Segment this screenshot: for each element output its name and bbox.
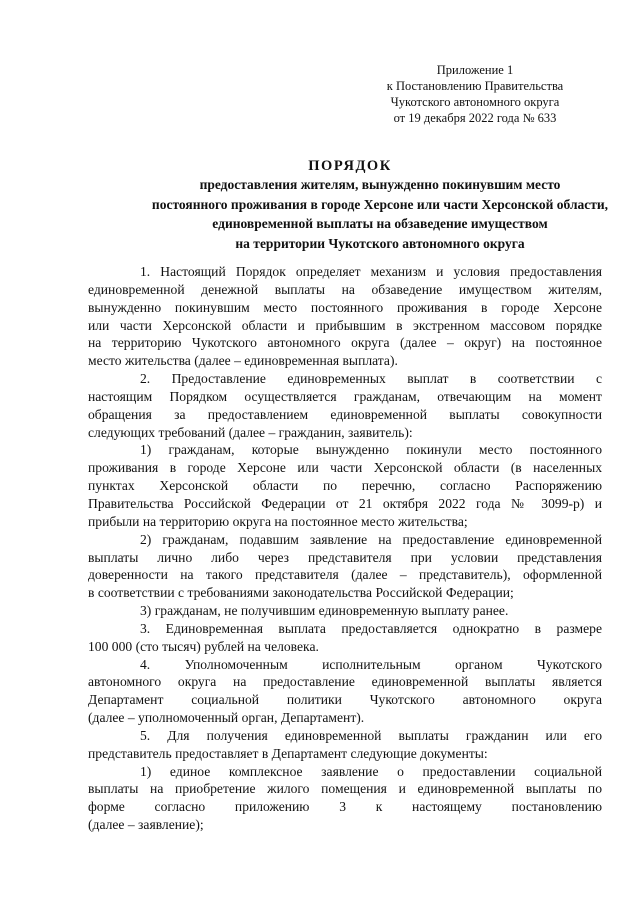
paragraph bbox=[88, 370, 602, 441]
subtitle-line: единовременной выплаты на обзаведение имуществом bbox=[212, 216, 548, 231]
paragraph bbox=[88, 727, 602, 763]
paragraph-line: (далее – уполномоченный орган, Департамент). bbox=[88, 710, 365, 726]
appendix-line: Чукотского автономного округа bbox=[390, 95, 560, 109]
paragraph-line: единовременной денежной выплаты на обзаведение имуществом жителям, bbox=[88, 281, 602, 297]
paragraph-line: выплаты лично либо через представителя при условии представления bbox=[88, 549, 602, 565]
paragraph-line: 100 000 (сто тысяч) рублей на человека. bbox=[88, 638, 319, 654]
paragraph bbox=[88, 763, 602, 834]
paragraph-line: доверенности на такого представителя (далее – представитель), оформленной bbox=[88, 567, 602, 583]
paragraph-line: настоящим Порядком осуществляется гражданам, отвечающим на момент bbox=[88, 388, 602, 404]
paragraph-line: Департамент социальной политики Чукотского автономного округа bbox=[88, 692, 602, 708]
subtitle-line: предоставления жителям, вынужденно покинувшим место bbox=[199, 177, 561, 192]
subtitle-line: постоянного проживания в городе Херсоне или части Херсонской области, bbox=[151, 196, 609, 212]
subtitle-line: на территории Чукотского автономного округа bbox=[235, 235, 525, 251]
document-title: ПОРЯДОК bbox=[308, 158, 392, 174]
appendix-line: от 19 декабря 2022 года № 633 bbox=[393, 111, 557, 125]
paragraph-line: 4. Уполномоченным исполнительным органом Чукотского bbox=[140, 656, 602, 672]
appendix-line: к Постановлению Правительства bbox=[386, 79, 564, 93]
paragraph-line: 2) гражданам, подавшим заявление на предоставление единовременной bbox=[140, 531, 602, 547]
paragraph-line: Правительства Российской Федерации от 21 октября 2022 года № 3099-р) и bbox=[88, 495, 602, 511]
paragraph-line: следующих требований (далее – гражданин, заявитель): bbox=[88, 424, 413, 440]
paragraph-line: проживания в городе Херсоне или части Херсонской области (в населенных bbox=[88, 460, 602, 476]
paragraph bbox=[88, 263, 602, 370]
paragraph-line: выплаты на приобретение жилого помещения и единовременной выплаты по bbox=[88, 781, 602, 797]
paragraph-line: место жительства (далее – единовременная выплата). bbox=[88, 353, 398, 369]
paragraph-line: 3. Единовременная выплата предоставляется однократно в размере bbox=[140, 620, 602, 636]
paragraph-line: обращения за предоставлением единовременной выплаты совокупности bbox=[88, 406, 602, 422]
paragraph-line: (далее – заявление); bbox=[88, 817, 204, 833]
paragraph-line: 3) гражданам, не получившим единовременную выплату ранее. bbox=[140, 603, 509, 619]
paragraph-line: пунктах Херсонской области по перечню, согласно Распоряжению bbox=[88, 478, 602, 494]
appendix-note bbox=[370, 62, 580, 126]
paragraph bbox=[88, 602, 602, 620]
paragraph-line: прибыли на территорию округа на постоянное место жительства; bbox=[88, 513, 468, 529]
paragraph-line: 1. Настоящий Порядок определяет механизм и условия предоставления bbox=[140, 264, 602, 279]
appendix-line: Приложение 1 bbox=[436, 63, 514, 77]
paragraph-line: автономного округа на предоставление единовременной выплаты является bbox=[88, 674, 602, 690]
paragraph-line: 2. Предоставление единовременных выплат в соответствии с bbox=[140, 371, 602, 387]
paragraph-line: или части Херсонской области и прибывшим в экстренном массовом порядке bbox=[88, 317, 602, 333]
paragraph bbox=[88, 656, 602, 727]
paragraph-line: 1) единое комплексное заявление о предоставлении социальной bbox=[140, 763, 602, 779]
paragraph-line: вынужденно покинувшим место постоянного проживания в городе Херсоне bbox=[88, 299, 602, 315]
paragraph-line: форме согласно приложению 3 к настоящему постановлению bbox=[88, 799, 602, 815]
document-subtitle bbox=[60, 175, 640, 253]
paragraph-line: на территорию Чукотского автономного округа (далее – округ) на постоянное bbox=[88, 335, 602, 351]
paragraph bbox=[88, 620, 602, 656]
paragraph-line: в соответствии с требованиями законодательства Российской Федерации; bbox=[88, 585, 514, 601]
paragraph-line: 1) гражданам, которые вынужденно покинули место постоянного bbox=[140, 442, 602, 458]
paragraph-line: 5. Для получения единовременной выплаты гражданин или его bbox=[140, 727, 602, 743]
document-body bbox=[88, 263, 602, 834]
paragraph-line: представитель предоставляет в Департамент следующие документы: bbox=[88, 745, 488, 761]
paragraph bbox=[88, 441, 602, 530]
paragraph bbox=[88, 531, 602, 602]
